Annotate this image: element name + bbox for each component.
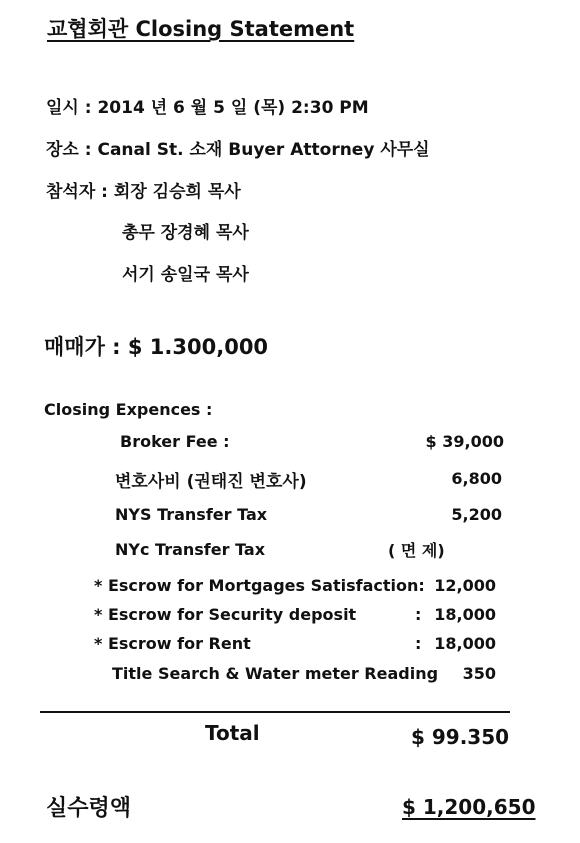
expense-label: 변호사비 (권태진 변호사)	[115, 472, 307, 492]
expense-colon: :	[415, 634, 422, 653]
total-divider	[40, 711, 510, 713]
expense-label: * Escrow for Rent	[94, 634, 251, 653]
expense-value: $ 39,000	[425, 432, 504, 451]
document-title: 교협회관 Closing Statement	[47, 17, 355, 41]
expense-value: 6,800	[451, 469, 502, 488]
expense-label: * Escrow for Security deposit	[94, 605, 357, 624]
meeting-date: 일시 : 2014 년 6 월 5 일 (목) 2:30 PM	[46, 98, 369, 118]
attendees-chair: 참석자 : 회장 김승희 목사	[46, 182, 241, 202]
expense-value: 5,200	[451, 505, 502, 524]
expense-label: Broker Fee :	[120, 432, 230, 451]
expenses-heading: Closing Expences :	[44, 400, 213, 419]
sale-price: 매매가 : $ 1.300,000	[44, 335, 269, 359]
net-proceeds-label: 실수령액	[46, 796, 132, 821]
attendee-secretary-general: 총무 장경혜 목사	[122, 223, 249, 243]
expense-label: NYS Transfer Tax	[115, 505, 268, 524]
expense-colon: :	[415, 605, 422, 624]
expense-label: * Escrow for Mortgages Satisfaction:	[94, 576, 425, 595]
total-label: Total	[205, 721, 260, 745]
expense-value: 12,000	[434, 576, 496, 595]
expense-label: Title Search & Water meter Reading	[112, 664, 439, 683]
expense-value: 18,000	[434, 605, 496, 624]
attendee-clerk: 서기 송일국 목사	[122, 265, 249, 285]
expense-value: ( 면 제)	[388, 541, 445, 560]
expense-value: 18,000	[434, 634, 496, 653]
total-value: $ 99.350	[411, 725, 510, 749]
expense-value: 350	[462, 664, 496, 683]
net-proceeds-value: $ 1,200,650	[402, 795, 536, 819]
expense-label: NYc Transfer Tax	[115, 540, 266, 559]
meeting-place: 장소 : Canal St. 소재 Buyer Attorney 사무실	[46, 140, 430, 160]
